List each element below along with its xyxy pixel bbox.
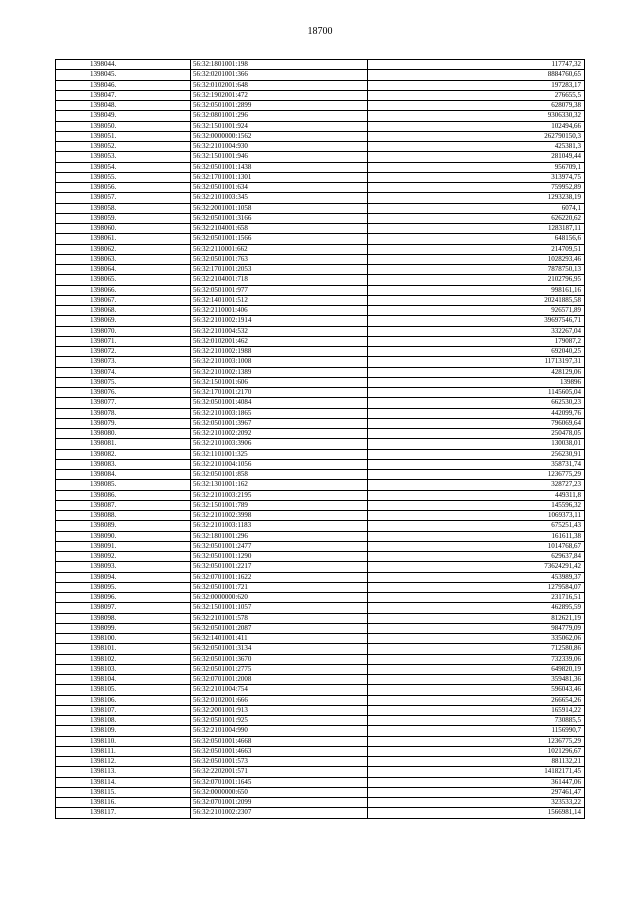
cadastral-number-cell: 56:32:0501001:858 bbox=[191, 470, 368, 480]
table-row bbox=[56, 808, 585, 818]
row-number-cell: 1398117. bbox=[56, 808, 191, 818]
cadastral-number-cell: 56:32:0501001:573 bbox=[191, 757, 368, 767]
row-number-cell: 1398073. bbox=[56, 357, 191, 367]
table-row bbox=[56, 603, 585, 613]
cadastral-value-cell: 73624291,42 bbox=[368, 562, 585, 572]
table-row bbox=[56, 716, 585, 726]
cadastral-value-cell: 130038,01 bbox=[368, 439, 585, 449]
cadastral-number-cell: 56:32:0000000:1562 bbox=[191, 131, 368, 141]
row-number-cell: 1398064. bbox=[56, 265, 191, 275]
table-row bbox=[56, 101, 585, 111]
cadastral-number-cell: 56:32:0501001:4668 bbox=[191, 736, 368, 746]
table-row bbox=[56, 757, 585, 767]
cadastral-value-cell: 628079,38 bbox=[368, 101, 585, 111]
row-number-cell: 1398116. bbox=[56, 798, 191, 808]
row-number-cell: 1398107. bbox=[56, 705, 191, 715]
cadastral-number-cell: 56:32:2202001:571 bbox=[191, 767, 368, 777]
row-number-cell: 1398050. bbox=[56, 121, 191, 131]
cadastral-number-cell: 56:32:0501001:4663 bbox=[191, 746, 368, 756]
row-number-cell: 1398069. bbox=[56, 316, 191, 326]
row-number-cell: 1398084. bbox=[56, 470, 191, 480]
table-row bbox=[56, 449, 585, 459]
row-number-cell: 1398090. bbox=[56, 531, 191, 541]
cadastral-number-cell: 56:32:0801001:296 bbox=[191, 111, 368, 121]
cadastral-value-cell: 2102796,95 bbox=[368, 275, 585, 285]
table-row bbox=[56, 582, 585, 592]
table-row bbox=[56, 60, 585, 70]
table-row bbox=[56, 470, 585, 480]
cadastral-number-cell: 56:32:1701001:2170 bbox=[191, 388, 368, 398]
cadastral-value-cell: 328727,23 bbox=[368, 480, 585, 490]
cadastral-number-cell: 56:32:0501001:1290 bbox=[191, 552, 368, 562]
cadastral-value-cell: 956709,1 bbox=[368, 162, 585, 172]
cadastral-number-cell: 56:32:0000000:620 bbox=[191, 593, 368, 603]
cadastral-number-cell: 56:32:1401001:411 bbox=[191, 634, 368, 644]
cadastral-number-cell: 56:32:0501001:2477 bbox=[191, 541, 368, 551]
cadastral-value-cell: 276655,5 bbox=[368, 90, 585, 100]
cadastral-number-cell: 56:32:1801001:198 bbox=[191, 60, 368, 70]
cadastral-value-cell: 313974,75 bbox=[368, 172, 585, 182]
table-row bbox=[56, 531, 585, 541]
row-number-cell: 1398051. bbox=[56, 131, 191, 141]
row-number-cell: 1398098. bbox=[56, 613, 191, 623]
table-row bbox=[56, 367, 585, 377]
row-number-cell: 1398089. bbox=[56, 521, 191, 531]
table-row bbox=[56, 70, 585, 80]
table-row bbox=[56, 490, 585, 500]
table-row bbox=[56, 326, 585, 336]
cadastral-number-cell: 56:32:2110001:406 bbox=[191, 306, 368, 316]
row-number-cell: 1398094. bbox=[56, 572, 191, 582]
cadastral-value-cell: 1021296,67 bbox=[368, 746, 585, 756]
cadastral-value-cell: 675251,43 bbox=[368, 521, 585, 531]
cadastral-value-cell: 6074,1 bbox=[368, 203, 585, 213]
cadastral-value-cell: 281049,44 bbox=[368, 152, 585, 162]
row-number-cell: 1398111. bbox=[56, 746, 191, 756]
cadastral-number-cell: 56:32:0501001:3670 bbox=[191, 654, 368, 664]
table-row bbox=[56, 593, 585, 603]
cadastral-number-cell: 56:32:1401001:512 bbox=[191, 295, 368, 305]
row-number-cell: 1398075. bbox=[56, 377, 191, 387]
row-number-cell: 1398061. bbox=[56, 234, 191, 244]
cadastral-number-cell: 56:32:0701001:1622 bbox=[191, 572, 368, 582]
table-row bbox=[56, 562, 585, 572]
row-number-cell: 1398110. bbox=[56, 736, 191, 746]
table-row bbox=[56, 152, 585, 162]
cadastral-number-cell: 56:32:0501001:925 bbox=[191, 716, 368, 726]
row-number-cell: 1398113. bbox=[56, 767, 191, 777]
row-number-cell: 1398114. bbox=[56, 777, 191, 787]
row-number-cell: 1398086. bbox=[56, 490, 191, 500]
cadastral-value-cell: 648156,6 bbox=[368, 234, 585, 244]
cadastral-value-cell: 361447,06 bbox=[368, 777, 585, 787]
row-number-cell: 1398102. bbox=[56, 654, 191, 664]
cadastral-number-cell: 56:32:2101004:754 bbox=[191, 685, 368, 695]
table-row bbox=[56, 685, 585, 695]
row-number-cell: 1398083. bbox=[56, 459, 191, 469]
cadastral-number-cell: 56:32:1801001:296 bbox=[191, 531, 368, 541]
cadastral-number-cell: 56:32:0501001:3166 bbox=[191, 213, 368, 223]
cadastral-number-cell: 56:32:2101004:990 bbox=[191, 726, 368, 736]
cadastral-value-cell: 1069373,11 bbox=[368, 511, 585, 521]
row-number-cell: 1398100. bbox=[56, 634, 191, 644]
cadastral-number-cell: 56:32:1501001:1057 bbox=[191, 603, 368, 613]
cadastral-value-cell: 358731,74 bbox=[368, 459, 585, 469]
cadastral-number-cell: 56:32:0501001:2087 bbox=[191, 623, 368, 633]
row-number-cell: 1398109. bbox=[56, 726, 191, 736]
table-row bbox=[56, 234, 585, 244]
cadastral-number-cell: 56:32:2110001:662 bbox=[191, 244, 368, 254]
row-number-cell: 1398104. bbox=[56, 675, 191, 685]
cadastral-number-cell: 56:32:2101004:930 bbox=[191, 142, 368, 152]
cadastral-number-cell: 56:32:0501001:3967 bbox=[191, 418, 368, 428]
cadastral-number-cell: 56:32:0701001:2099 bbox=[191, 798, 368, 808]
table-row bbox=[56, 521, 585, 531]
table-row bbox=[56, 777, 585, 787]
cadastral-number-cell: 56:32:0701001:1645 bbox=[191, 777, 368, 787]
cadastral-value-cell: 462895,59 bbox=[368, 603, 585, 613]
cadastral-value-cell: 250478,05 bbox=[368, 429, 585, 439]
table-row bbox=[56, 306, 585, 316]
table-row bbox=[56, 265, 585, 275]
table-row bbox=[56, 480, 585, 490]
table-row bbox=[56, 695, 585, 705]
table-row bbox=[56, 295, 585, 305]
cadastral-value-cell: 812621,19 bbox=[368, 613, 585, 623]
cadastral-number-cell: 56:32:0501001:2775 bbox=[191, 664, 368, 674]
cadastral-value-cell: 1236775,29 bbox=[368, 470, 585, 480]
cadastral-number-cell: 56:32:2104001:718 bbox=[191, 275, 368, 285]
cadastral-number-cell: 56:32:2101004:1056 bbox=[191, 459, 368, 469]
row-number-cell: 1398077. bbox=[56, 398, 191, 408]
table-row bbox=[56, 726, 585, 736]
table-row bbox=[56, 254, 585, 264]
table-row bbox=[56, 572, 585, 582]
cadastral-value-cell: 732339,06 bbox=[368, 654, 585, 664]
row-number-cell: 1398059. bbox=[56, 213, 191, 223]
row-number-cell: 1398103. bbox=[56, 664, 191, 674]
cadastral-value-cell: 596043,46 bbox=[368, 685, 585, 695]
table-row bbox=[56, 347, 585, 357]
cadastral-value-table bbox=[55, 59, 585, 819]
cadastral-value-cell: 231716,51 bbox=[368, 593, 585, 603]
cadastral-value-cell: 262790150,3 bbox=[368, 131, 585, 141]
cadastral-value-cell: 323533,22 bbox=[368, 798, 585, 808]
cadastral-value-cell: 712580,86 bbox=[368, 644, 585, 654]
row-number-cell: 1398085. bbox=[56, 480, 191, 490]
row-number-cell: 1398101. bbox=[56, 644, 191, 654]
table-row bbox=[56, 162, 585, 172]
table-row bbox=[56, 439, 585, 449]
table-row bbox=[56, 429, 585, 439]
cadastral-value-cell: 428129,06 bbox=[368, 367, 585, 377]
table-row bbox=[56, 213, 585, 223]
cadastral-value-cell: 881132,21 bbox=[368, 757, 585, 767]
cadastral-number-cell: 56:32:1101001:325 bbox=[191, 449, 368, 459]
cadastral-number-cell: 56:32:2101002:1389 bbox=[191, 367, 368, 377]
row-number-cell: 1398080. bbox=[56, 429, 191, 439]
table-row bbox=[56, 459, 585, 469]
row-number-cell: 1398063. bbox=[56, 254, 191, 264]
row-number-cell: 1398078. bbox=[56, 408, 191, 418]
cadastral-value-cell: 9306330,32 bbox=[368, 111, 585, 121]
table-row bbox=[56, 787, 585, 797]
cadastral-number-cell: 56:32:1501001:606 bbox=[191, 377, 368, 387]
cadastral-value-cell: 161611,38 bbox=[368, 531, 585, 541]
table-row bbox=[56, 511, 585, 521]
cadastral-number-cell: 56:32:0102001:648 bbox=[191, 80, 368, 90]
table-row bbox=[56, 654, 585, 664]
row-number-cell: 1398091. bbox=[56, 541, 191, 551]
cadastral-value-cell: 692040,25 bbox=[368, 347, 585, 357]
row-number-cell: 1398079. bbox=[56, 418, 191, 428]
row-number-cell: 1398065. bbox=[56, 275, 191, 285]
table-row bbox=[56, 798, 585, 808]
cadastral-value-cell: 730885,5 bbox=[368, 716, 585, 726]
cadastral-value-cell: 14182171,45 bbox=[368, 767, 585, 777]
cadastral-number-cell: 56:32:0501001:2217 bbox=[191, 562, 368, 572]
cadastral-number-cell: 56:32:2101003:1183 bbox=[191, 521, 368, 531]
row-number-cell: 1398047. bbox=[56, 90, 191, 100]
cadastral-value-cell: 1028293,46 bbox=[368, 254, 585, 264]
row-number-cell: 1398076. bbox=[56, 388, 191, 398]
cadastral-value-cell: 39697546,71 bbox=[368, 316, 585, 326]
cadastral-value-cell: 145596,32 bbox=[368, 500, 585, 510]
cadastral-number-cell: 56:32:2101002:2092 bbox=[191, 429, 368, 439]
table-row bbox=[56, 285, 585, 295]
cadastral-number-cell: 56:32:2101003:345 bbox=[191, 193, 368, 203]
cadastral-value-cell: 1279584,07 bbox=[368, 582, 585, 592]
cadastral-value-cell: 629637,84 bbox=[368, 552, 585, 562]
cadastral-number-cell: 56:32:0501001:721 bbox=[191, 582, 368, 592]
cadastral-number-cell: 56:32:0501001:1566 bbox=[191, 234, 368, 244]
cadastral-value-cell: 266654,26 bbox=[368, 695, 585, 705]
row-number-cell: 1398071. bbox=[56, 336, 191, 346]
table-row bbox=[56, 634, 585, 644]
row-number-cell: 1398074. bbox=[56, 367, 191, 377]
cadastral-value-cell: 449311,8 bbox=[368, 490, 585, 500]
table-row bbox=[56, 408, 585, 418]
cadastral-value-cell: 1566981,14 bbox=[368, 808, 585, 818]
row-number-cell: 1398115. bbox=[56, 787, 191, 797]
cadastral-value-cell: 1156990,7 bbox=[368, 726, 585, 736]
table-row bbox=[56, 172, 585, 182]
cadastral-value-cell: 796069,64 bbox=[368, 418, 585, 428]
cadastral-number-cell: 56:32:1902001:472 bbox=[191, 90, 368, 100]
table-row bbox=[56, 203, 585, 213]
row-number-cell: 1398049. bbox=[56, 111, 191, 121]
cadastral-number-cell: 56:32:0102001:666 bbox=[191, 695, 368, 705]
table-row bbox=[56, 388, 585, 398]
table-row bbox=[56, 224, 585, 234]
row-number-cell: 1398081. bbox=[56, 439, 191, 449]
table-row bbox=[56, 336, 585, 346]
cadastral-value-cell: 335062,06 bbox=[368, 634, 585, 644]
cadastral-value-cell: 20241885,58 bbox=[368, 295, 585, 305]
page-number: 18700 bbox=[307, 26, 333, 37]
cadastral-number-cell: 56:32:0501001:763 bbox=[191, 254, 368, 264]
cadastral-number-cell: 56:32:2101003:1865 bbox=[191, 408, 368, 418]
row-number-cell: 1398093. bbox=[56, 562, 191, 572]
table-row bbox=[56, 705, 585, 715]
cadastral-number-cell: 56:32:0501001:1438 bbox=[191, 162, 368, 172]
cadastral-value-cell: 102494,66 bbox=[368, 121, 585, 131]
table-row bbox=[56, 418, 585, 428]
cadastral-value-cell: 332267,04 bbox=[368, 326, 585, 336]
cadastral-value-cell: 256230,91 bbox=[368, 449, 585, 459]
cadastral-value-cell: 214709,51 bbox=[368, 244, 585, 254]
row-number-cell: 1398048. bbox=[56, 101, 191, 111]
cadastral-number-cell: 56:32:2101003:3906 bbox=[191, 439, 368, 449]
cadastral-number-cell: 56:32:2001001:1058 bbox=[191, 203, 368, 213]
row-number-cell: 1398112. bbox=[56, 757, 191, 767]
row-number-cell: 1398057. bbox=[56, 193, 191, 203]
table-row bbox=[56, 111, 585, 121]
cadastral-value-cell: 1145605,04 bbox=[368, 388, 585, 398]
cadastral-value-cell: 984779,09 bbox=[368, 623, 585, 633]
table-row bbox=[56, 664, 585, 674]
row-number-cell: 1398108. bbox=[56, 716, 191, 726]
row-number-cell: 1398099. bbox=[56, 623, 191, 633]
cadastral-number-cell: 56:32:2101002:1988 bbox=[191, 347, 368, 357]
cadastral-number-cell: 56:32:1501001:924 bbox=[191, 121, 368, 131]
cadastral-number-cell: 56:32:2001001:913 bbox=[191, 705, 368, 715]
table-row bbox=[56, 746, 585, 756]
table-row bbox=[56, 121, 585, 131]
row-number-cell: 1398066. bbox=[56, 285, 191, 295]
cadastral-number-cell: 56:32:1501001:946 bbox=[191, 152, 368, 162]
table-row bbox=[56, 500, 585, 510]
cadastral-value-cell: 8884760,65 bbox=[368, 70, 585, 80]
cadastral-number-cell: 56:32:2101003:2195 bbox=[191, 490, 368, 500]
row-number-cell: 1398087. bbox=[56, 500, 191, 510]
table-row bbox=[56, 552, 585, 562]
cadastral-value-cell: 165914,22 bbox=[368, 705, 585, 715]
row-number-cell: 1398062. bbox=[56, 244, 191, 254]
cadastral-value-cell: 998161,16 bbox=[368, 285, 585, 295]
cadastral-value-cell: 197283,17 bbox=[368, 80, 585, 90]
table-row bbox=[56, 623, 585, 633]
table-row bbox=[56, 142, 585, 152]
cadastral-number-cell: 56:32:1701001:2053 bbox=[191, 265, 368, 275]
row-number-cell: 1398056. bbox=[56, 183, 191, 193]
row-number-cell: 1398067. bbox=[56, 295, 191, 305]
row-number-cell: 1398082. bbox=[56, 449, 191, 459]
cadastral-value-cell: 139896 bbox=[368, 377, 585, 387]
cadastral-value-cell: 425381,3 bbox=[368, 142, 585, 152]
table-row bbox=[56, 275, 585, 285]
cadastral-number-cell: 56:32:0701001:2008 bbox=[191, 675, 368, 685]
table-row bbox=[56, 244, 585, 254]
row-number-cell: 1398052. bbox=[56, 142, 191, 152]
cadastral-number-cell: 56:32:2101004:532 bbox=[191, 326, 368, 336]
row-number-cell: 1398092. bbox=[56, 552, 191, 562]
cadastral-value-cell: 649820,19 bbox=[368, 664, 585, 674]
row-number-cell: 1398060. bbox=[56, 224, 191, 234]
row-number-cell: 1398046. bbox=[56, 80, 191, 90]
table-row bbox=[56, 90, 585, 100]
cadastral-value-cell: 1283187,11 bbox=[368, 224, 585, 234]
cadastral-number-cell: 56:32:2101002:2307 bbox=[191, 808, 368, 818]
cadastral-number-cell: 56:32:2101002:1914 bbox=[191, 316, 368, 326]
row-number-cell: 1398097. bbox=[56, 603, 191, 613]
cadastral-value-cell: 453989,37 bbox=[368, 572, 585, 582]
table-row bbox=[56, 80, 585, 90]
cadastral-value-cell: 359481,36 bbox=[368, 675, 585, 685]
row-number-cell: 1398053. bbox=[56, 152, 191, 162]
cadastral-value-cell: 1236775,29 bbox=[368, 736, 585, 746]
cadastral-value-cell: 11713197,31 bbox=[368, 357, 585, 367]
row-number-cell: 1398105. bbox=[56, 685, 191, 695]
table-row bbox=[56, 767, 585, 777]
cadastral-value-cell: 759952,89 bbox=[368, 183, 585, 193]
cadastral-number-cell: 56:32:0102001:462 bbox=[191, 336, 368, 346]
cadastral-number-cell: 56:32:0501001:2899 bbox=[191, 101, 368, 111]
table-row bbox=[56, 736, 585, 746]
table-row bbox=[56, 398, 585, 408]
table-body bbox=[56, 60, 585, 819]
table-row bbox=[56, 377, 585, 387]
cadastral-value-cell: 297461,47 bbox=[368, 787, 585, 797]
cadastral-number-cell: 56:32:1501001:789 bbox=[191, 500, 368, 510]
cadastral-number-cell: 56:32:1701001:1301 bbox=[191, 172, 368, 182]
cadastral-value-cell: 7878750,13 bbox=[368, 265, 585, 275]
cadastral-value-cell: 626220,62 bbox=[368, 213, 585, 223]
table-row bbox=[56, 131, 585, 141]
cadastral-number-cell: 56:32:2101002:3998 bbox=[191, 511, 368, 521]
row-number-cell: 1398058. bbox=[56, 203, 191, 213]
table-row bbox=[56, 183, 585, 193]
cadastral-value-cell: 662530,23 bbox=[368, 398, 585, 408]
row-number-cell: 1398088. bbox=[56, 511, 191, 521]
table-row bbox=[56, 644, 585, 654]
cadastral-value-cell: 926571,89 bbox=[368, 306, 585, 316]
row-number-cell: 1398106. bbox=[56, 695, 191, 705]
cadastral-value-cell: 442099,76 bbox=[368, 408, 585, 418]
cadastral-number-cell: 56:32:2101003:1008 bbox=[191, 357, 368, 367]
cadastral-number-cell: 56:32:0501001:3134 bbox=[191, 644, 368, 654]
cadastral-number-cell: 56:32:0501001:4084 bbox=[191, 398, 368, 408]
row-number-cell: 1398055. bbox=[56, 172, 191, 182]
row-number-cell: 1398054. bbox=[56, 162, 191, 172]
cadastral-number-cell: 56:32:2101001:578 bbox=[191, 613, 368, 623]
cadastral-number-cell: 56:32:0000000:650 bbox=[191, 787, 368, 797]
table-row bbox=[56, 613, 585, 623]
row-number-cell: 1398044. bbox=[56, 60, 191, 70]
table-row bbox=[56, 316, 585, 326]
cadastral-number-cell: 56:32:0201001:366 bbox=[191, 70, 368, 80]
table-row bbox=[56, 357, 585, 367]
cadastral-value-cell: 117747,32 bbox=[368, 60, 585, 70]
cadastral-number-cell: 56:32:2104001:658 bbox=[191, 224, 368, 234]
table-row bbox=[56, 541, 585, 551]
table-row bbox=[56, 675, 585, 685]
cadastral-value-cell: 1014768,67 bbox=[368, 541, 585, 551]
row-number-cell: 1398095. bbox=[56, 582, 191, 592]
row-number-cell: 1398072. bbox=[56, 347, 191, 357]
cadastral-value-cell: 179087,2 bbox=[368, 336, 585, 346]
row-number-cell: 1398070. bbox=[56, 326, 191, 336]
cadastral-number-cell: 56:32:1301001:162 bbox=[191, 480, 368, 490]
cadastral-number-cell: 56:32:0501001:634 bbox=[191, 183, 368, 193]
row-number-cell: 1398068. bbox=[56, 306, 191, 316]
row-number-cell: 1398045. bbox=[56, 70, 191, 80]
cadastral-value-cell: 1293238,19 bbox=[368, 193, 585, 203]
cadastral-number-cell: 56:32:0501001:977 bbox=[191, 285, 368, 295]
table-row bbox=[56, 193, 585, 203]
row-number-cell: 1398096. bbox=[56, 593, 191, 603]
